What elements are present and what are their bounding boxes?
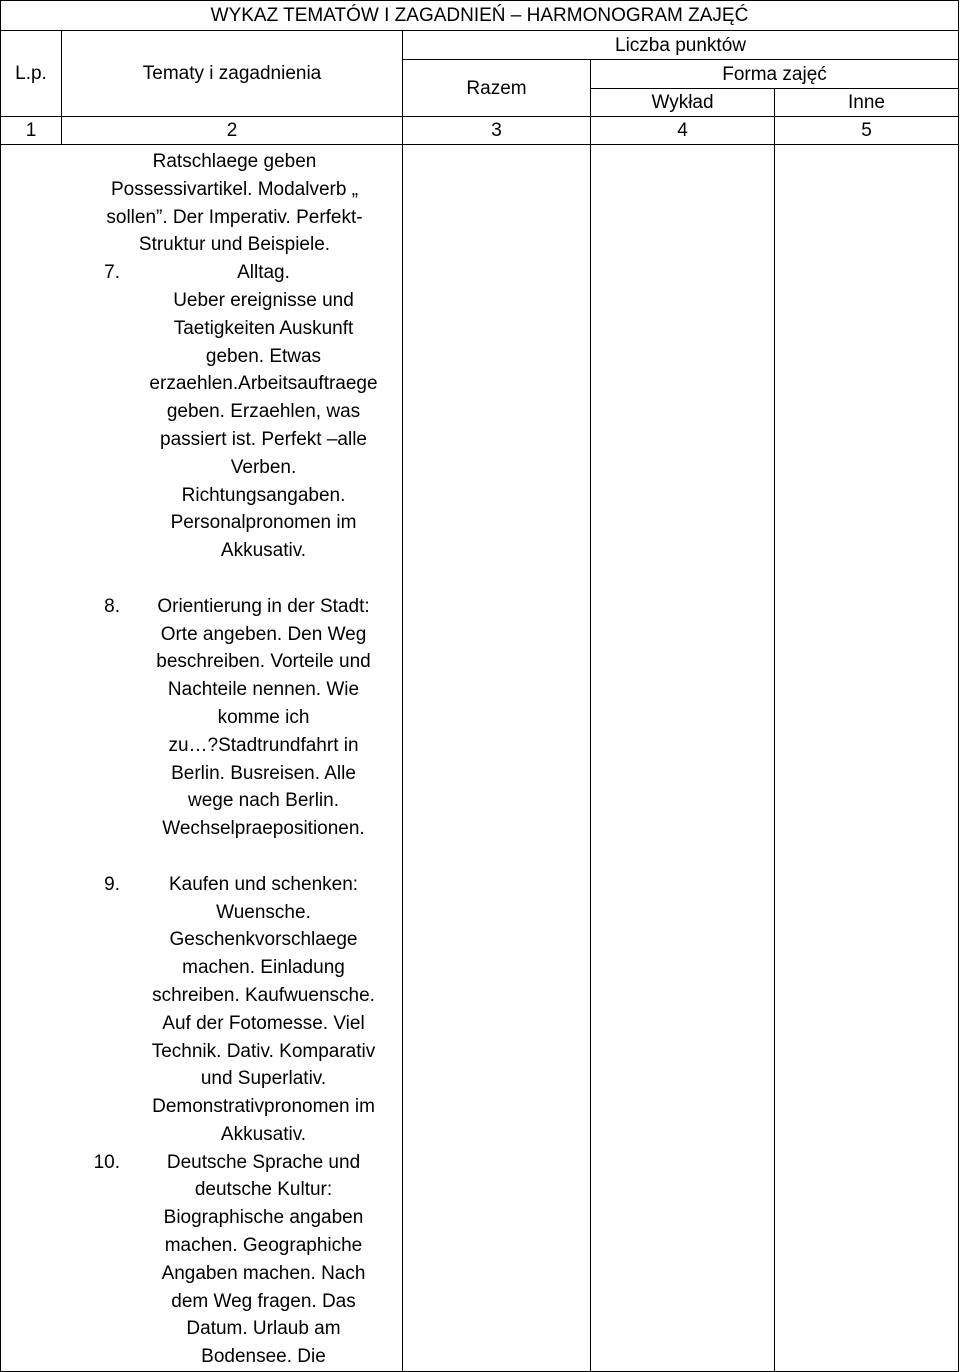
item-line: Biographische angaben	[163, 1207, 364, 1229]
item-text	[131, 259, 396, 565]
item-line: Bodensee. Die	[201, 1346, 326, 1368]
title-row	[1, 1, 959, 31]
item-line: Angaben machen. Nach	[161, 1262, 366, 1284]
item-line: passiert ist. Perfekt –alle	[160, 428, 367, 450]
intro-line: Ratschlaege geben	[152, 151, 317, 172]
item-line: Alltag.	[237, 262, 290, 284]
item-line: deutsche Kultur:	[194, 1179, 333, 1201]
list-item-9	[1, 871, 402, 1149]
item-line: Demonstrativpronomen im	[152, 1096, 375, 1118]
header-lecture: Wykład	[591, 89, 775, 117]
item-line: machen. Einladung	[182, 957, 345, 979]
item-number: 10.	[93, 1151, 120, 1173]
item-line: Wuensche.	[216, 901, 311, 923]
item-line: Akkusativ.	[220, 540, 307, 562]
item-line: Nachteile nennen. Wie	[167, 679, 360, 701]
item-number: 8.	[104, 595, 120, 617]
item-line: machen. Geographiche	[164, 1235, 363, 1257]
header-other: Inne	[775, 89, 959, 117]
item-line: beschreiben. Vorteile und	[156, 651, 371, 673]
column-number-4: 4	[591, 117, 775, 145]
header-topics: Tematy i zagadnienia	[62, 31, 403, 117]
item-line: zu…?Stadtrundfahrt in	[168, 734, 359, 756]
item-line: und Superlativ.	[200, 1068, 327, 1090]
header-row-1	[1, 31, 959, 60]
item-text	[131, 593, 396, 843]
item-line: Auf der Fotomesse. Viel	[162, 1012, 365, 1034]
item-line: Technik. Dativ. Komparativ	[151, 1040, 376, 1062]
column-number-3: 3	[403, 117, 591, 145]
body-row	[1, 145, 959, 1372]
column-number-1: 1	[1, 117, 62, 145]
item-text	[131, 1149, 396, 1371]
item-line: Datum. Urlaub am	[186, 1318, 341, 1340]
item-line: Geschenkvorschlaege	[169, 929, 358, 951]
item-line: Verben.	[230, 456, 297, 478]
spacer	[1, 565, 402, 593]
list-item-7	[1, 259, 402, 565]
item-line: Orte angeben. Den Weg	[160, 623, 367, 645]
item-line: erzaehlen.Arbeitsauftraege	[149, 373, 378, 395]
header-form: Forma zajęć	[591, 60, 959, 89]
spacer	[1, 843, 402, 871]
header-points: Liczba punktów	[403, 31, 959, 60]
item-line: wege nach Berlin.	[187, 790, 340, 812]
total-cell	[403, 145, 591, 1372]
intro-line: sollen”. Der Imperativ. Perfekt-	[106, 206, 363, 228]
item-line: Orientierung in der Stadt:	[157, 595, 370, 617]
other-cell	[775, 145, 959, 1372]
intro-line: Possessivartikel. Modalverb „	[110, 178, 359, 200]
item-line: Deutsche Sprache und	[166, 1151, 361, 1173]
column-number-5: 5	[775, 117, 959, 145]
header-lp: L.p.	[1, 31, 62, 117]
lecture-cell	[591, 145, 775, 1372]
item-number: 9.	[104, 873, 120, 895]
item-line: Taetigkeiten Auskunft	[173, 317, 354, 339]
topics-cell	[1, 145, 403, 1372]
item-line: geben. Etwas	[205, 345, 322, 367]
item-line: dem Weg fragen. Das	[171, 1290, 356, 1312]
document-title: WYKAZ TEMATÓW I ZAGADNIEŃ – HARMONOGRAM ZAJĘĆ	[1, 1, 959, 31]
column-number-2: 2	[62, 117, 403, 145]
column-number-row	[1, 117, 959, 145]
item-line: schreiben. Kaufwuensche.	[152, 984, 375, 1006]
item-line: Kaufen und schenken:	[168, 873, 359, 895]
item-line: geben. Erzaehlen, was	[166, 401, 361, 423]
item-line: Akkusativ.	[220, 1123, 307, 1145]
intro-line: Struktur und Beispiele.	[138, 234, 331, 256]
item-number: 7.	[104, 262, 120, 284]
intro-text	[1, 145, 402, 259]
list-item-10	[1, 1149, 402, 1371]
item-text	[131, 871, 396, 1149]
item-line: Ueber ereignisse und	[173, 289, 354, 311]
item-line: Berlin. Busreisen. Alle	[171, 762, 356, 784]
topic-list	[1, 259, 402, 1371]
item-line: Personalpronomen im	[170, 512, 357, 534]
list-item-8	[1, 593, 402, 843]
item-line: Wechselpraepositionen.	[162, 818, 365, 840]
item-line: komme ich	[217, 706, 310, 728]
item-line: Richtungsangaben.	[181, 484, 346, 506]
header-total: Razem	[403, 60, 591, 117]
